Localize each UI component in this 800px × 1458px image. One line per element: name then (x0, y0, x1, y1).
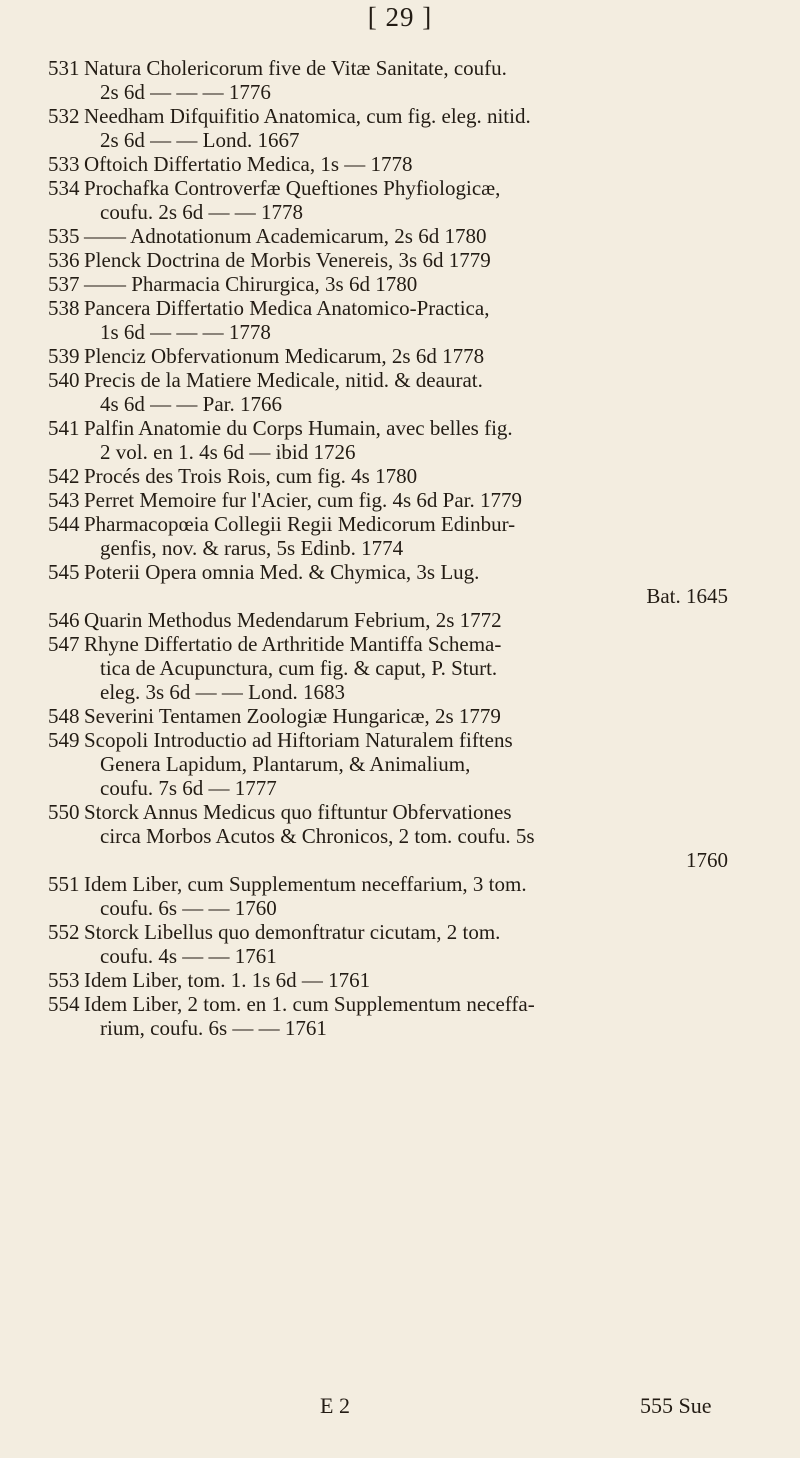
entry-number: 553 (48, 968, 80, 992)
entry-line: circa Morbos Acutos & Chronicos, 2 tom. coufu. 5s (100, 824, 535, 848)
entry-number: 540 (48, 368, 80, 392)
entry-number: 546 (48, 608, 80, 632)
entry-number: 535 (48, 224, 80, 248)
entry-number: 550 (48, 800, 80, 824)
entry-number: 552 (48, 920, 80, 944)
entry-line: 4s 6d — — Par. 1766 (100, 392, 283, 416)
entry-line: rium, coufu. 6s — — 1761 (100, 1016, 327, 1040)
list-item (48, 56, 768, 104)
entry-line: tica de Acupunctura, cum fig. & caput, P. Sturt. (100, 656, 498, 680)
list-item (48, 176, 768, 224)
entry-line: —— Pharmacia Chirurgica, 3s 6d 1780 (84, 272, 418, 296)
entry-line: Plenciz Obfervationum Medicarum, 2s 6d 1778 (84, 344, 485, 368)
entry-line: —— Adnotationum Academicarum, 2s 6d 1780 (84, 224, 487, 248)
entry-line: Pancera Differtatio Medica Anatomico-Practica, (84, 296, 490, 320)
entry-line: Genera Lapidum, Plantarum, & Animalium, (100, 752, 471, 776)
list-item (48, 968, 768, 992)
list-item (48, 704, 768, 728)
entry-line: genfis, nov. & rarus, 5s Edinb. 1774 (100, 536, 404, 560)
list-item (48, 872, 768, 920)
list-item (48, 152, 768, 176)
entry-line: Precis de la Matiere Medicale, nitid. & deaurat. (84, 368, 483, 392)
entry-number: 538 (48, 296, 80, 320)
entry-line: Needham Difquifitio Anatomica, cum fig. eleg. nitid. (84, 104, 531, 128)
list-item (48, 512, 768, 560)
entry-line: Idem Liber, 2 tom. en 1. cum Supplementum neceffa- (84, 992, 535, 1016)
list-item (48, 368, 768, 416)
list-item (48, 464, 768, 488)
list-item (48, 104, 768, 152)
list-item (48, 296, 768, 344)
entry-number: 532 (48, 104, 80, 128)
entry-line: 1760 (686, 848, 728, 872)
list-item (48, 416, 768, 464)
entry-line: 2s 6d — — — 1776 (100, 80, 271, 104)
entry-line: Poterii Opera omnia Med. & Chymica, 3s Lug. (84, 560, 480, 584)
entry-line: Rhyne Differtatio de Arthritide Mantiffa Schema- (84, 632, 502, 656)
entry-line: coufu. 6s — — 1760 (100, 896, 277, 920)
entry-number: 543 (48, 488, 80, 512)
entry-line: coufu. 4s — — 1761 (100, 944, 277, 968)
list-item (48, 560, 768, 608)
entry-number: 548 (48, 704, 80, 728)
list-item (48, 632, 768, 704)
list-item (48, 488, 768, 512)
entry-line: Quarin Methodus Medendarum Febrium, 2s 1772 (84, 608, 502, 632)
entry-number: 533 (48, 152, 80, 176)
entry-number: 549 (48, 728, 80, 752)
entry-line: coufu. 7s 6d — 1777 (100, 776, 277, 800)
entry-line: Oftoich Differtatio Medica, 1s — 1778 (84, 152, 413, 176)
entry-line: 1s 6d — — — 1778 (100, 320, 271, 344)
list-item (48, 728, 768, 800)
page-number: [ 29 ] (367, 2, 433, 32)
entry-line: Natura Cholericorum five de Vitæ Sanitate, coufu. (84, 56, 507, 80)
entry-line: Perret Memoire fur l'Acier, cum fig. 4s 6d Par. 1779 (84, 488, 523, 512)
entry-line: Severini Tentamen Zoologiæ Hungaricæ, 2s 1779 (84, 704, 501, 728)
entry-line: 2s 6d — — Lond. 1667 (100, 128, 300, 152)
entry-line: Idem Liber, tom. 1. 1s 6d — 1761 (84, 968, 371, 992)
entry-number: 534 (48, 176, 80, 200)
entry-line: Scopoli Introductio ad Hiftoriam Naturalem fiftens (84, 728, 513, 752)
entry-number: 545 (48, 560, 80, 584)
list-item (48, 344, 768, 368)
entry-list (48, 56, 768, 1040)
entry-line: Storck Annus Medicus quo fiftuntur Obfervationes (84, 800, 512, 824)
entry-line: 2 vol. en 1. 4s 6d — ibid 1726 (100, 440, 356, 464)
list-item (48, 800, 768, 872)
entry-number: 531 (48, 56, 80, 80)
entry-number: 541 (48, 416, 80, 440)
entry-number: 547 (48, 632, 80, 656)
entry-line: Idem Liber, cum Supplementum neceffarium, 3 tom. (84, 872, 527, 896)
entry-line: coufu. 2s 6d — — 1778 (100, 200, 303, 224)
entry-number: 536 (48, 248, 80, 272)
entry-number: 542 (48, 464, 80, 488)
entry-number: 539 (48, 344, 80, 368)
entry-number: 551 (48, 872, 80, 896)
list-item (48, 920, 768, 968)
entry-line: Prochafka Controverfæ Queftiones Phyfiologicæ, (84, 176, 501, 200)
entry-number: 544 (48, 512, 80, 536)
entry-line: Palfin Anatomie du Corps Humain, avec belles fig. (84, 416, 513, 440)
list-item (48, 272, 768, 296)
entry-line: Storck Libellus quo demonftratur cicutam, 2 tom. (84, 920, 501, 944)
entry-line: eleg. 3s 6d — — Lond. 1683 (100, 680, 345, 704)
list-item (48, 608, 768, 632)
entry-line: Plenck Doctrina de Morbis Venereis, 3s 6d 1779 (84, 248, 491, 272)
list-item (48, 224, 768, 248)
list-item (48, 992, 768, 1040)
entry-number: 537 (48, 272, 80, 296)
signature-mark: E 2 (320, 1393, 350, 1418)
entry-line: Bat. 1645 (646, 584, 728, 608)
list-item (48, 248, 768, 272)
entry-line: Pharmacopœia Collegii Regii Medicorum Edinbur- (84, 512, 516, 536)
catchword: 555 Sue (640, 1393, 712, 1418)
entry-line: Procés des Trois Rois, cum fig. 4s 1780 (84, 464, 418, 488)
entry-number: 554 (48, 992, 80, 1016)
